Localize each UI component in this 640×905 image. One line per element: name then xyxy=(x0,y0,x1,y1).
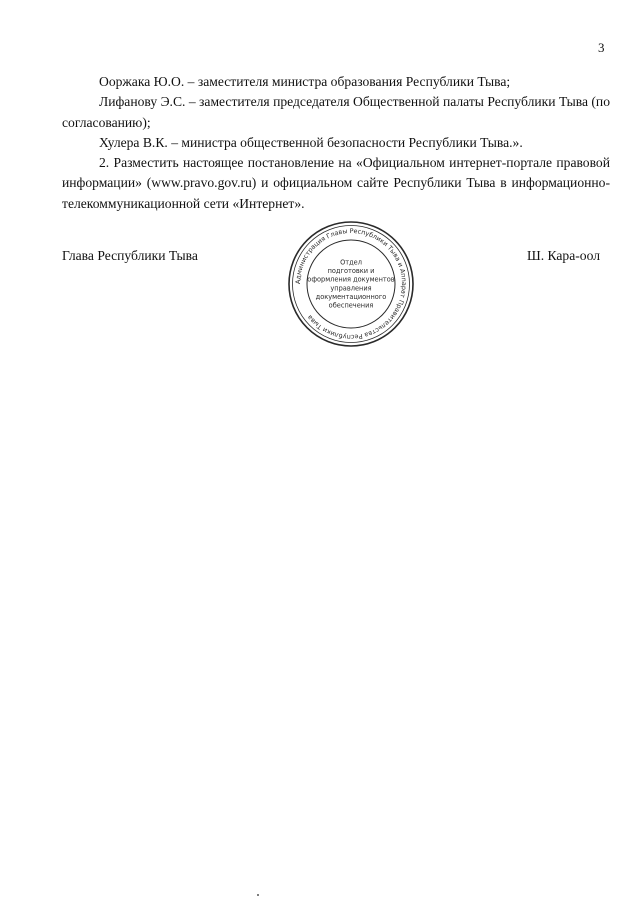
paragraph-2: Лифанову Э.С. – заместителя председателя Общественной палаты Республики Тыва (по согласованию); xyxy=(62,94,610,130)
signatory-title: Глава Республики Тыва xyxy=(62,248,198,263)
seal-center-line: документационного xyxy=(315,292,387,301)
document-body xyxy=(62,72,610,214)
seal-ring-text: Администрация Главы Республики Тыва и Аппарат Правительства Республики Тыва xyxy=(293,226,409,342)
official-seal xyxy=(286,219,416,349)
paragraph-1: Ооржака Ю.О. – заместителя министра образования Республики Тыва; xyxy=(99,74,511,89)
seal-graphic xyxy=(286,219,416,349)
seal-center-line: подготовки и xyxy=(327,267,375,276)
seal-center-line: управления xyxy=(330,284,372,293)
seal-center-line: обеспечения xyxy=(328,301,374,310)
seal-center-line: оформления документов xyxy=(307,275,395,284)
signatory-name: Ш. Кара-оол xyxy=(527,248,600,263)
paragraph-3: Хулера В.К. – министра общественной безопасности Республики Тыва.». xyxy=(99,134,523,150)
page-number: 3 xyxy=(598,40,605,55)
scan-speck xyxy=(257,894,259,896)
seal-center-line: Отдел xyxy=(340,258,362,267)
paragraph-4: 2. Разместить настоящее постановление на «Официальном интернет-портале правовой информации» (www.pravo.gov.ru) и официальном сайте Республики Тыва в информационно-телекоммуникационной сети «Интернет». xyxy=(62,155,610,211)
